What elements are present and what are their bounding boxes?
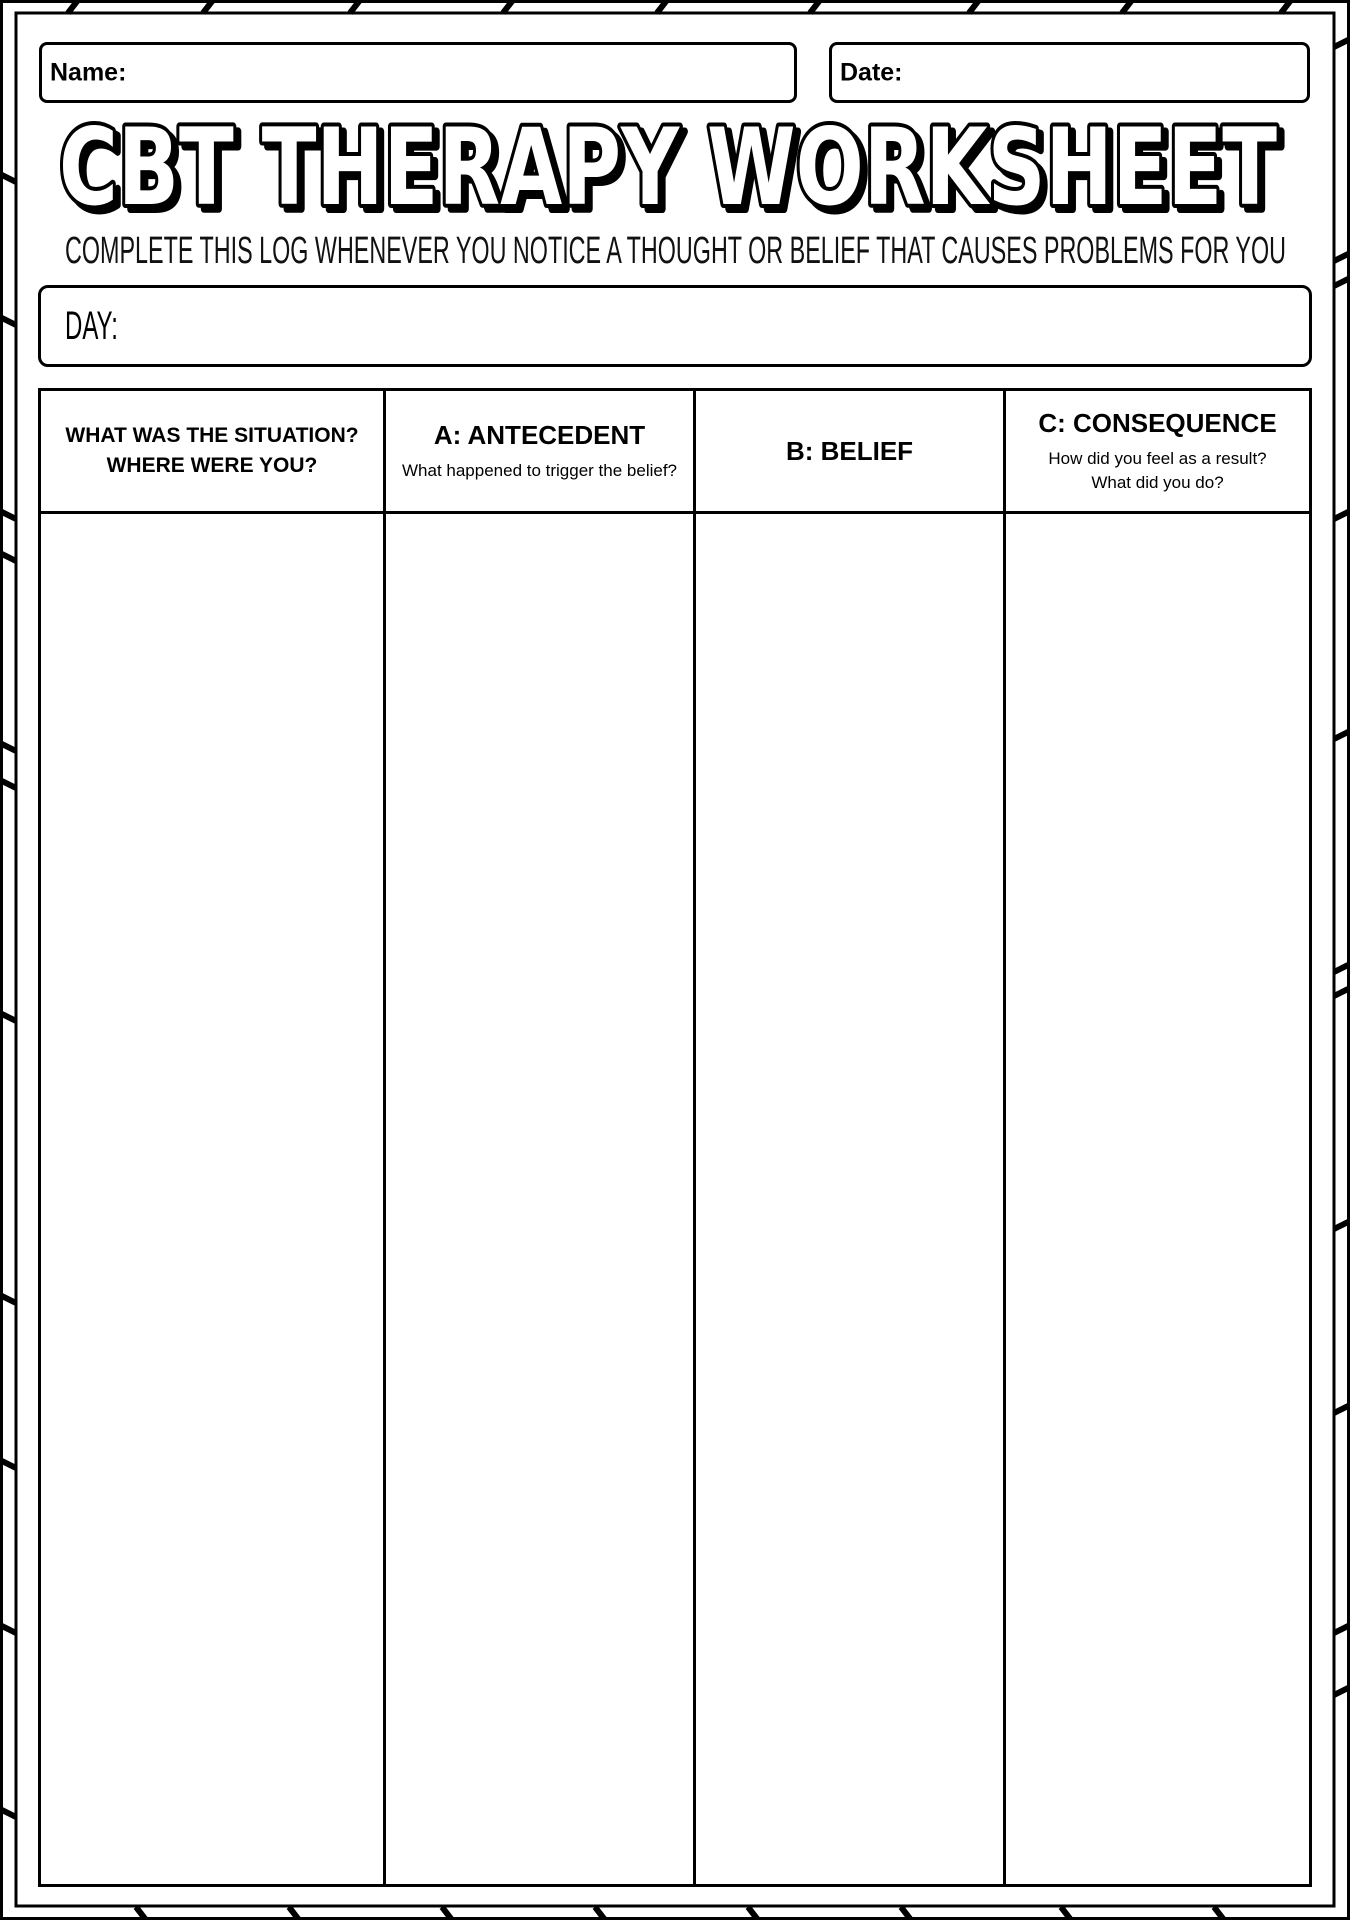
border-dash [1334,964,1350,972]
border-dash [0,511,16,519]
border-dash [1334,731,1350,739]
border-dash [0,1013,16,1021]
border-dash [1334,1405,1350,1413]
border-dash [748,1907,758,1920]
answer-cell-belief[interactable] [696,514,1006,1884]
border-dash [0,780,16,788]
column-title-line: WHERE WERE YOU? [106,454,318,477]
day-field[interactable] [38,285,1312,367]
column-header-belief [696,391,1006,514]
answer-cell-consequence[interactable] [1006,514,1309,1884]
border-dash [1334,1625,1350,1633]
column-header-antecedent [386,391,696,514]
border-dash [810,0,820,13]
border-dash [0,1625,16,1633]
column-subtitle: What did you do? [1091,472,1224,492]
column-title: B: BELIEF [785,436,914,466]
border-dash [901,1907,911,1920]
border-dash [1334,39,1350,47]
border-dash [0,1295,16,1303]
name-field[interactable] [39,42,797,103]
border-dash [0,1460,16,1468]
border-dash [0,1809,16,1817]
day-label: DAY: [65,304,118,348]
border-dash [203,0,213,13]
border-dash [1061,1907,1071,1920]
answer-cell-situation[interactable] [41,514,386,1884]
border-dash [289,1907,299,1920]
border-dash [1334,511,1350,519]
answer-cell-antecedent[interactable] [386,514,696,1884]
border-dash [657,0,667,13]
border-dash [0,743,16,751]
page-title-shadow: CBT THERAPY WORKSHEET [64,111,1282,234]
border-dash [136,1907,146,1920]
page-subtitle: COMPLETE THIS LOG WHENEVER YOU NOTICE A THOUGHT OR BELIEF THAT CAUSES PROBLEMS FOR YOU [65,230,1286,272]
border-dash [442,1907,452,1920]
border-dash [1334,1687,1350,1695]
column-subtitle: How did you feel as a result? [1048,448,1267,468]
border-dash [1214,1907,1224,1920]
border-dash [0,553,16,561]
border-dash [1334,988,1350,996]
page-title: CBT THERAPY WORKSHEET [59,106,1277,229]
column-title: C: CONSEQUENCE [1038,407,1277,438]
border-dash [1122,0,1132,13]
column-header-consequence [1006,391,1309,514]
column-title-line: WHAT WAS THE SITUATION? [65,424,359,447]
border-dash [68,0,78,13]
name-label: Name: [50,58,127,86]
border-dash [350,0,360,13]
border-dash [503,0,513,13]
column-header-situation [41,391,386,514]
border-dash [1281,0,1291,13]
column-title: A: ANTECEDENT [433,419,646,450]
border-dash [595,1907,605,1920]
date-label: Date: [840,58,903,86]
border-dash [969,0,979,13]
border-dash [0,317,16,325]
worksheet-header [0,106,1350,280]
border-dash [1334,1221,1350,1229]
thought-log-table [38,388,1312,1887]
date-field[interactable] [829,42,1310,103]
column-subtitle: What happened to trigger the belief? [401,460,678,480]
